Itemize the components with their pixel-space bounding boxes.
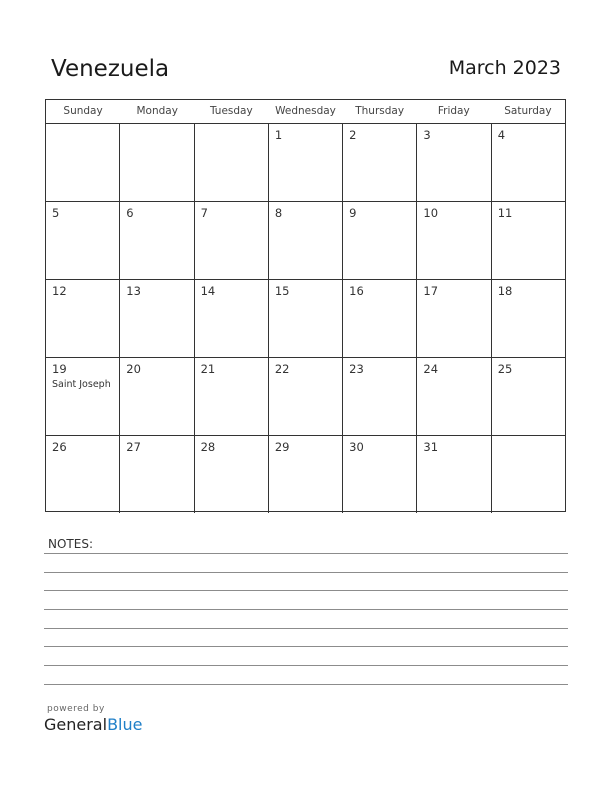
note-line — [44, 553, 568, 554]
day-cell — [343, 436, 417, 513]
day-cell — [195, 436, 269, 513]
day-number: 10 — [423, 206, 439, 220]
day-number: 16 — [349, 284, 364, 298]
day-cell — [269, 124, 343, 201]
holiday-label: Saint Joseph — [52, 379, 111, 390]
note-line — [44, 572, 568, 573]
country-title: Venezuela — [51, 56, 170, 82]
day-number: 26 — [52, 440, 67, 454]
day-number: 22 — [274, 362, 290, 376]
day-number: 5 — [52, 206, 60, 220]
day-cell — [120, 358, 194, 435]
day-cell — [492, 358, 565, 435]
day-number: 29 — [274, 440, 290, 454]
weekday-saturday: Saturday — [504, 105, 552, 117]
brand-name-general: General — [44, 715, 108, 734]
day-number: 25 — [497, 362, 513, 376]
week-row — [46, 202, 565, 280]
note-line — [44, 590, 568, 591]
day-cell — [195, 280, 269, 357]
weekday-wednesday: Wednesday — [275, 105, 336, 117]
day-number: 24 — [423, 362, 439, 376]
day-number: 31 — [423, 440, 439, 454]
weekday-tuesday: Tuesday — [209, 105, 253, 117]
calendar-grid — [45, 99, 566, 512]
notes-label: NOTES: — [48, 537, 93, 551]
day-cell — [46, 202, 120, 279]
day-cell — [269, 358, 343, 435]
week-row — [46, 436, 565, 513]
weekday-monday: Monday — [136, 105, 178, 117]
day-cell — [343, 358, 417, 435]
day-number: 18 — [497, 284, 513, 298]
day-number: 27 — [126, 440, 141, 454]
powered-by-text: powered by — [47, 704, 105, 714]
day-number: 19 — [52, 362, 67, 376]
day-number: 20 — [126, 362, 141, 376]
brand-name-blue: Blue — [107, 715, 143, 734]
day-number: 1 — [274, 128, 283, 142]
weeks-container — [46, 124, 565, 513]
note-line — [44, 646, 568, 647]
note-line — [44, 665, 568, 666]
weekday-header-row — [46, 100, 565, 124]
day-cell — [492, 280, 565, 357]
day-cell — [343, 124, 417, 201]
day-cell — [417, 436, 491, 513]
day-cell — [492, 436, 565, 513]
day-cell — [343, 202, 417, 279]
day-number: 21 — [200, 362, 216, 376]
day-cell — [195, 358, 269, 435]
day-cell — [120, 124, 194, 201]
day-cell — [46, 124, 120, 201]
day-cell — [492, 124, 565, 201]
day-cell — [269, 202, 343, 279]
day-number: 17 — [423, 284, 439, 298]
day-number: 7 — [200, 206, 208, 220]
day-number: 4 — [497, 128, 506, 142]
day-number: 11 — [497, 206, 513, 220]
weekday-thursday: Thursday — [355, 105, 405, 117]
day-number: 8 — [274, 206, 283, 220]
day-number: 6 — [126, 206, 134, 220]
week-row — [46, 358, 565, 436]
day-number: 2 — [349, 128, 357, 142]
note-line — [44, 609, 568, 610]
note-line — [44, 628, 568, 629]
day-number: 13 — [126, 284, 141, 298]
note-line — [44, 684, 568, 685]
day-cell — [46, 436, 120, 513]
day-number: 12 — [52, 284, 67, 298]
day-number: 23 — [349, 362, 364, 376]
month-year-title: March 2023 — [448, 57, 561, 79]
day-number: 9 — [349, 206, 357, 220]
week-row — [46, 124, 565, 202]
day-cell — [417, 280, 491, 357]
day-cell — [120, 202, 194, 279]
day-cell — [46, 280, 120, 357]
weekday-friday: Friday — [437, 105, 470, 117]
day-cell — [195, 124, 269, 201]
brand-name — [44, 715, 142, 734]
day-cell — [343, 280, 417, 357]
day-number: 3 — [423, 128, 431, 142]
day-cell — [417, 358, 491, 435]
day-number: 15 — [274, 284, 290, 298]
day-cell — [46, 358, 120, 435]
day-number: 14 — [200, 284, 216, 298]
day-cell — [120, 436, 194, 513]
brand-logo — [44, 704, 142, 734]
day-cell — [417, 124, 491, 201]
day-cell — [120, 280, 194, 357]
day-cell — [269, 280, 343, 357]
day-cell — [195, 202, 269, 279]
day-number: 28 — [200, 440, 216, 454]
day-cell — [492, 202, 565, 279]
week-row — [46, 280, 565, 358]
day-cell — [417, 202, 491, 279]
day-cell — [269, 436, 343, 513]
day-number: 30 — [349, 440, 364, 454]
weekday-sunday: Sunday — [63, 105, 103, 117]
